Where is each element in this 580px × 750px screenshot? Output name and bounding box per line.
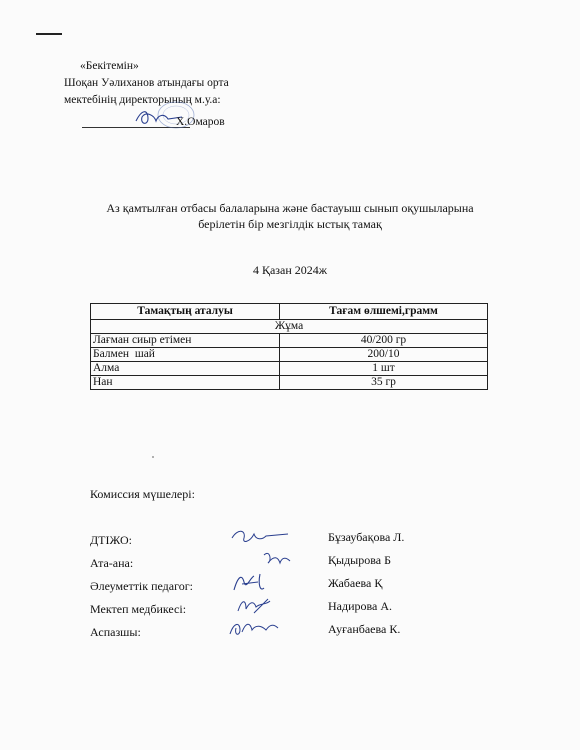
dish-cell: Нан: [91, 376, 280, 390]
school-line-2: мектебінің директорының м.у.а:: [64, 94, 221, 106]
approval-block: [64, 58, 229, 133]
dish-cell: Лағман сиыр етімен: [91, 334, 280, 348]
amount-cell: 200/10: [280, 348, 488, 362]
member-name: Ауғанбаева К.: [328, 622, 401, 636]
document-date: 4 Қазан 2024ж: [252, 263, 328, 277]
director-name: Х.Омаров: [176, 116, 225, 128]
title-line-1: Аз қамтылған отбасы балаларына және бастауыш сынып оқушыларына: [106, 201, 474, 215]
table-row: [91, 348, 488, 362]
member-row: [90, 599, 510, 622]
member-role: Ата-ана:: [90, 556, 134, 570]
approve-label: «Бекітемін»: [80, 60, 139, 72]
member-role: ДТІЖО:: [90, 533, 132, 547]
scan-speck: [152, 456, 154, 458]
table-row: [91, 362, 488, 376]
table-row: [91, 334, 488, 348]
menu-table: [90, 303, 488, 390]
amount-cell: 1 шт: [280, 362, 488, 376]
member-name: Бұзаубақова Л.: [328, 530, 405, 544]
title-line-2: берілетін бір мезгілдік ыстық тамақ: [198, 217, 382, 231]
member-row: [90, 576, 510, 599]
member-role: Мектеп медбикесі:: [90, 602, 187, 616]
table-row: [91, 376, 488, 390]
signature-image: [224, 616, 294, 642]
director-signature-row: [64, 109, 229, 133]
commission-title: Комиссия мүшелері:: [90, 487, 195, 501]
amount-cell: 35 гр: [280, 376, 488, 390]
school-line-1: Шоқан Уәлиханов атындағы орта: [64, 77, 229, 89]
member-role: Аспазшы:: [90, 625, 141, 639]
commission-members: [90, 530, 510, 645]
corner-mark: [36, 33, 62, 35]
member-role: Әлеуметтік педагог:: [90, 579, 193, 593]
member-name: Надирова А.: [328, 599, 393, 613]
document-title: [60, 200, 520, 232]
day-cell: Жұма: [91, 320, 488, 334]
header-amount: Тағам өлшемі,грамм: [280, 304, 488, 320]
dish-cell: Алма: [91, 362, 280, 376]
member-name: Жабаева Қ: [328, 576, 383, 590]
member-name: Қыдырова Б: [328, 553, 391, 567]
member-row: [90, 530, 510, 553]
header-dish: Тамақтың аталуы: [91, 304, 280, 320]
day-row: [91, 320, 488, 334]
member-row: [90, 553, 510, 576]
member-row: [90, 622, 510, 645]
table-header-row: [91, 304, 488, 320]
amount-cell: 40/200 гр: [280, 334, 488, 348]
dish-cell: Балмен шай: [91, 348, 280, 362]
